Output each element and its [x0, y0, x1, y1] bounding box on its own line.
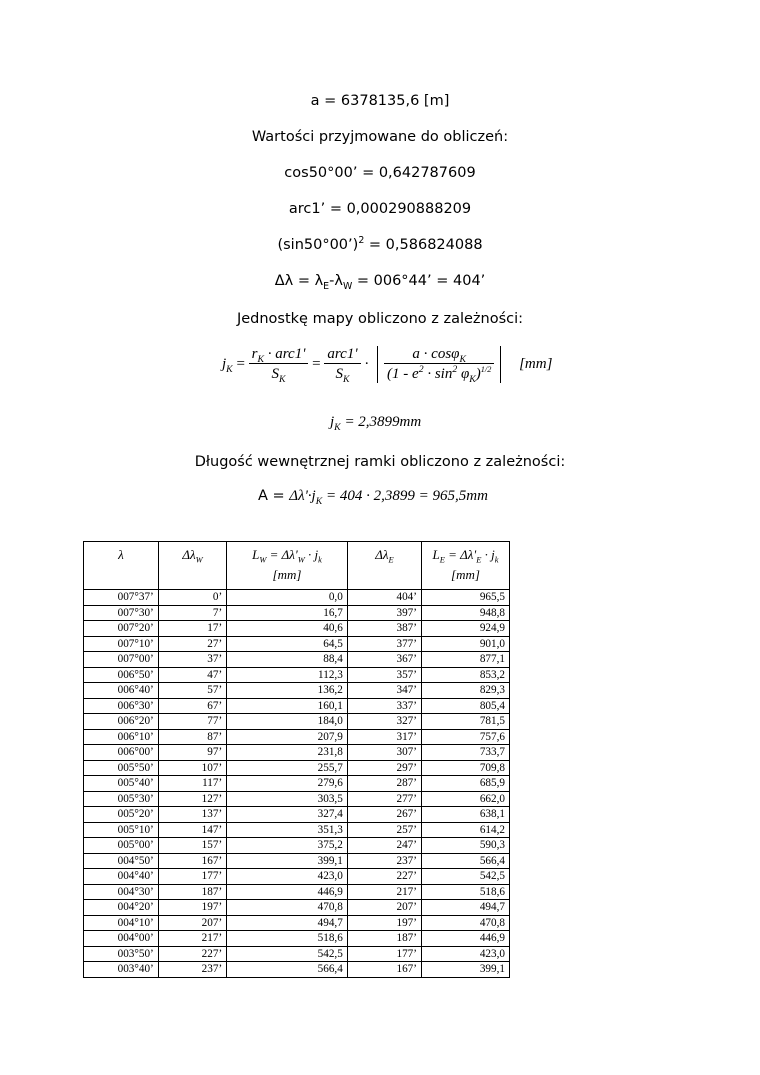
cell-lambda: 007°00’ — [84, 652, 159, 668]
cell-delta-lambda-e: 177’ — [347, 946, 421, 962]
arc-line: arc1’ = 0,000290888209 — [288, 201, 472, 217]
cell-delta-lambda-w: 77’ — [158, 714, 226, 730]
cell-le: 781,5 — [421, 714, 509, 730]
cell-le: 877,1 — [421, 652, 509, 668]
header-le: $L_E = \Delta\lambda'_E \cdot j_k$ [mm] — [421, 542, 509, 590]
table-row — [84, 698, 510, 714]
cell-lw: 351,3 — [227, 822, 348, 838]
eq-sign: = — [236, 355, 245, 372]
delta-lambda-line — [0, 271, 760, 291]
cell-le: 901,0 — [421, 636, 509, 652]
cell-delta-lambda-e: 357’ — [347, 667, 421, 683]
header-lambda: λ — [84, 542, 159, 590]
cell-delta-lambda-e: 247’ — [347, 838, 421, 854]
table-header-row — [84, 542, 510, 590]
cell-lambda: 007°30’ — [84, 605, 159, 621]
cos-line: cos50°00’ = 0,642787609 — [284, 165, 476, 181]
eq-sign-2: = — [312, 355, 321, 372]
table-row — [84, 605, 510, 621]
table-row — [84, 853, 510, 869]
cell-lw: 184,0 — [227, 714, 348, 730]
cell-le: 757,6 — [421, 729, 509, 745]
cell-lambda: 006°30’ — [84, 698, 159, 714]
cell-lw: 446,9 — [227, 884, 348, 900]
cell-lw: 231,8 — [227, 745, 348, 761]
cell-lw: 88,4 — [227, 652, 348, 668]
table-row — [84, 729, 510, 745]
cell-lambda: 006°00’ — [84, 745, 159, 761]
cell-lambda: 007°10’ — [84, 636, 159, 652]
cell-lw: 303,5 — [227, 791, 348, 807]
cell-le: 965,5 — [421, 590, 509, 606]
cell-lambda: 004°40’ — [84, 869, 159, 885]
cell-delta-lambda-w: 217’ — [158, 931, 226, 947]
cell-le: 614,2 — [421, 822, 509, 838]
bracket-expression — [377, 346, 501, 383]
cell-delta-lambda-w: 47’ — [158, 667, 226, 683]
cell-lw: 518,6 — [227, 931, 348, 947]
cell-le: 805,4 — [421, 698, 509, 714]
fraction-inner: $\frac{a \cdot \cos\varphi_K}{(1 - e^2 \cdot \sin^2 \varphi_K)^{1/2}}$ — [384, 346, 494, 383]
table-row — [84, 946, 510, 962]
cell-le: 709,8 — [421, 760, 509, 776]
cell-delta-lambda-e: 377’ — [347, 636, 421, 652]
cell-delta-lambda-e: 277’ — [347, 791, 421, 807]
jk-lhs: $j_K$ — [222, 355, 233, 375]
semi-axis-line: a = 6378135,6 [m] — [310, 93, 450, 109]
dl-sub-e: E — [323, 280, 330, 292]
cell-lw: 375,2 — [227, 838, 348, 854]
table-row — [84, 869, 510, 885]
table-row — [84, 667, 510, 683]
cell-lambda: 004°20’ — [84, 900, 159, 916]
frame-formula: $A = \Delta\lambda'\cdot j_K = 404 \cdot 2,3899 = 965,5mm$ — [258, 488, 488, 507]
cell-delta-lambda-w: 147’ — [158, 822, 226, 838]
header-delta-lambda-w: $\Delta\lambda_W$ — [158, 542, 226, 590]
cell-lw: 136,2 — [227, 683, 348, 699]
cell-delta-lambda-w: 107’ — [158, 760, 226, 776]
cell-lw: 160,1 — [227, 698, 348, 714]
cell-lambda: 005°10’ — [84, 822, 159, 838]
cell-delta-lambda-w: 177’ — [158, 869, 226, 885]
cell-delta-lambda-w: 137’ — [158, 807, 226, 823]
table-row — [84, 683, 510, 699]
frame-heading: Długość wewnętrznej ramki obliczono z zależności: — [194, 454, 566, 470]
cell-delta-lambda-w: 57’ — [158, 683, 226, 699]
cell-lw: 279,6 — [227, 776, 348, 792]
cell-lw: 399,1 — [227, 853, 348, 869]
cell-lambda: 007°20’ — [84, 621, 159, 637]
table-row — [84, 652, 510, 668]
header-delta-lambda-e: $\Delta\lambda_E$ — [347, 542, 421, 590]
cell-delta-lambda-w: 67’ — [158, 698, 226, 714]
cell-delta-lambda-e: 187’ — [347, 931, 421, 947]
cell-le: 399,1 — [421, 962, 509, 978]
cell-lambda: 006°40’ — [84, 683, 159, 699]
cell-delta-lambda-e: 227’ — [347, 869, 421, 885]
cell-delta-lambda-e: 217’ — [347, 884, 421, 900]
cell-lambda: 006°10’ — [84, 729, 159, 745]
cell-le: 638,1 — [421, 807, 509, 823]
cell-delta-lambda-w: 117’ — [158, 776, 226, 792]
cell-lambda: 003°40’ — [84, 962, 159, 978]
table-row — [84, 760, 510, 776]
cell-lambda: 004°30’ — [84, 884, 159, 900]
unit-heading: Jednostkę mapy obliczono z zależności: — [236, 311, 524, 327]
cell-le: 733,7 — [421, 745, 509, 761]
cell-delta-lambda-e: 307’ — [347, 745, 421, 761]
sin-exp: 2 — [358, 235, 365, 247]
table-body — [84, 590, 510, 978]
cell-le: 590,3 — [421, 838, 509, 854]
cell-le: 853,2 — [421, 667, 509, 683]
cell-lw: 64,5 — [227, 636, 348, 652]
cell-lw: 255,7 — [227, 760, 348, 776]
fraction-arc-s: $\frac{\text{arc1'}}{S_K}$ — [324, 346, 360, 383]
cell-delta-lambda-e: 367’ — [347, 652, 421, 668]
cell-le: 566,4 — [421, 853, 509, 869]
cell-le: 542,5 — [421, 869, 509, 885]
cell-delta-lambda-e: 237’ — [347, 853, 421, 869]
cell-delta-lambda-w: 97’ — [158, 745, 226, 761]
cell-lambda: 004°00’ — [84, 931, 159, 947]
cell-delta-lambda-e: 297’ — [347, 760, 421, 776]
map-unit-formula: $j_K$ = $\frac{r_K \cdot arc1'}{S_K}$ = $\frac{\text{arc1'}}{S_K}$ · $\frac{a \cdot \cos\varphi_K}{(1 - e^2 \cdot \sin^2 \varphi_K)^{1/2}}$ [mm] — [222, 346, 553, 385]
cell-lambda: 006°50’ — [84, 667, 159, 683]
cell-lw: 0,0 — [227, 590, 348, 606]
cell-lw: 470,8 — [227, 900, 348, 916]
cell-delta-lambda-w: 157’ — [158, 838, 226, 854]
cell-delta-lambda-w: 37’ — [158, 652, 226, 668]
cell-lw: 566,4 — [227, 962, 348, 978]
cell-lw: 40,6 — [227, 621, 348, 637]
table-row — [84, 714, 510, 730]
cell-delta-lambda-e: 317’ — [347, 729, 421, 745]
cell-delta-lambda-e: 257’ — [347, 822, 421, 838]
cell-delta-lambda-e: 207’ — [347, 900, 421, 916]
cell-lw: 423,0 — [227, 869, 348, 885]
cell-delta-lambda-e: 337’ — [347, 698, 421, 714]
cell-delta-lambda-e: 347’ — [347, 683, 421, 699]
table-row — [84, 590, 510, 606]
cell-le: 423,0 — [421, 946, 509, 962]
cell-lw: 16,7 — [227, 605, 348, 621]
cell-lambda: 005°20’ — [84, 807, 159, 823]
cell-le: 662,0 — [421, 791, 509, 807]
sin-line — [0, 235, 760, 255]
cell-delta-lambda-e: 287’ — [347, 776, 421, 792]
table-row — [84, 621, 510, 637]
cell-le: 924,9 — [421, 621, 509, 637]
cell-lw: 207,9 — [227, 729, 348, 745]
cell-delta-lambda-w: 27’ — [158, 636, 226, 652]
cell-lw: 112,3 — [227, 667, 348, 683]
table-row — [84, 962, 510, 978]
cell-lambda: 006°20’ — [84, 714, 159, 730]
jk-result: $j_K = 2,3899mm$ — [330, 414, 422, 433]
cell-le: 829,3 — [421, 683, 509, 699]
cell-delta-lambda-w: 167’ — [158, 853, 226, 869]
dl-part-a: Δλ = λ — [274, 273, 324, 289]
values-heading: Wartości przyjmowane do obliczeń: — [251, 129, 509, 145]
table-row — [84, 636, 510, 652]
cell-le: 446,9 — [421, 931, 509, 947]
dl-sub-w: W — [342, 280, 353, 292]
dl-part-b: -λ — [329, 273, 343, 289]
cell-delta-lambda-e: 167’ — [347, 962, 421, 978]
cell-delta-lambda-e: 197’ — [347, 915, 421, 931]
cell-delta-lambda-e: 387’ — [347, 621, 421, 637]
fraction-r-s: $\frac{r_K \cdot arc1'}{S_K}$ — [249, 346, 309, 383]
cell-delta-lambda-e: 327’ — [347, 714, 421, 730]
table-row — [84, 822, 510, 838]
frame-length-table — [83, 541, 510, 978]
cell-le: 685,9 — [421, 776, 509, 792]
cell-delta-lambda-w: 127’ — [158, 791, 226, 807]
table-row — [84, 807, 510, 823]
cell-delta-lambda-w: 237’ — [158, 962, 226, 978]
cell-lw: 542,5 — [227, 946, 348, 962]
cell-delta-lambda-e: 397’ — [347, 605, 421, 621]
cell-delta-lambda-w: 7’ — [158, 605, 226, 621]
cell-delta-lambda-e: 404’ — [347, 590, 421, 606]
cell-delta-lambda-w: 197’ — [158, 900, 226, 916]
sin-left: (sin50°00’) — [277, 237, 359, 253]
dl-part-c: = 006°44’ = 404’ — [352, 273, 486, 289]
cell-lw: 327,4 — [227, 807, 348, 823]
cell-lambda: 004°50’ — [84, 853, 159, 869]
table-row — [84, 838, 510, 854]
table-row — [84, 791, 510, 807]
cell-lambda: 007°37’ — [84, 590, 159, 606]
cell-delta-lambda-w: 17’ — [158, 621, 226, 637]
cell-le: 948,8 — [421, 605, 509, 621]
header-lw: $L_W = \Delta\lambda'_W \cdot j_k$ [mm] — [227, 542, 348, 590]
cell-lambda: 004°10’ — [84, 915, 159, 931]
unit-mm: [mm] — [519, 355, 553, 372]
table-row — [84, 884, 510, 900]
cell-le: 494,7 — [421, 900, 509, 916]
table-row — [84, 915, 510, 931]
table-row — [84, 931, 510, 947]
cell-le: 518,6 — [421, 884, 509, 900]
cell-lambda: 005°30’ — [84, 791, 159, 807]
table-row — [84, 900, 510, 916]
sin-right: = 0,586824088 — [364, 237, 483, 253]
cell-delta-lambda-w: 87’ — [158, 729, 226, 745]
cell-lw: 494,7 — [227, 915, 348, 931]
cell-lambda: 005°50’ — [84, 760, 159, 776]
cell-lambda: 005°40’ — [84, 776, 159, 792]
cell-delta-lambda-w: 0’ — [158, 590, 226, 606]
cell-le: 470,8 — [421, 915, 509, 931]
cell-lambda: 003°50’ — [84, 946, 159, 962]
cell-delta-lambda-w: 207’ — [158, 915, 226, 931]
cell-delta-lambda-w: 187’ — [158, 884, 226, 900]
cell-lambda: 005°00’ — [84, 838, 159, 854]
table-row — [84, 745, 510, 761]
table-row — [84, 776, 510, 792]
cell-delta-lambda-e: 267’ — [347, 807, 421, 823]
cell-delta-lambda-w: 227’ — [158, 946, 226, 962]
